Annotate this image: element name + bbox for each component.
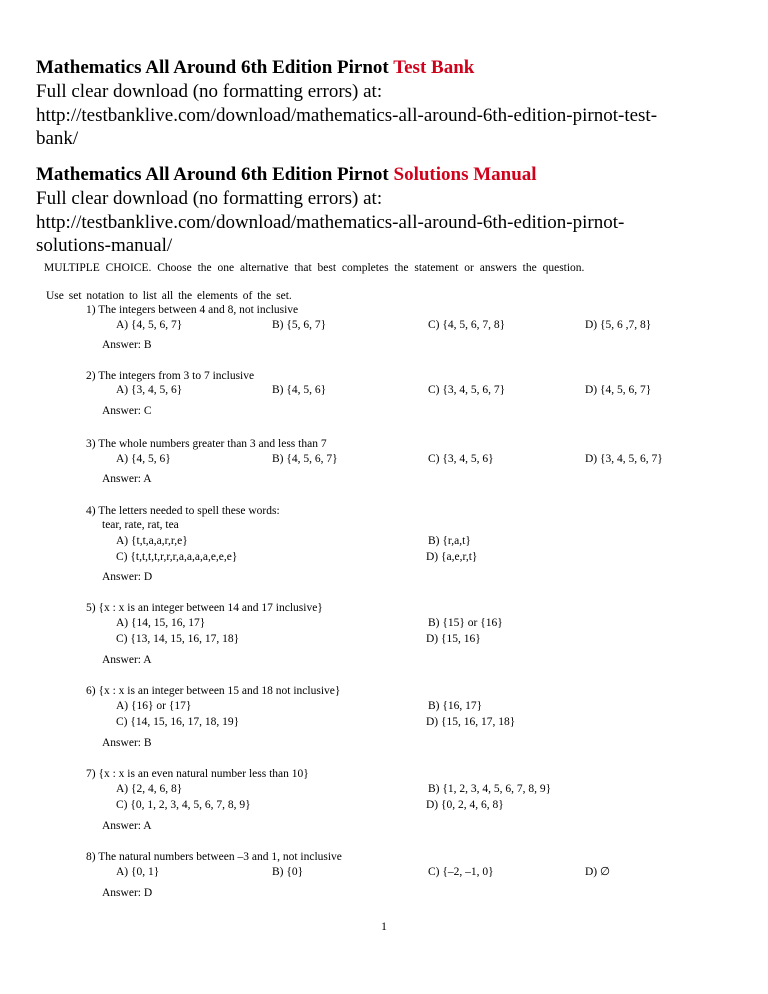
choice-b: B) {4, 5, 6}: [272, 384, 327, 396]
question-stem: 5) {x : x is an integer between 14 and 17 inclusive}: [86, 602, 323, 614]
choice-b: B) {r,a,t}: [428, 535, 471, 547]
choice-d: D) ∅: [585, 866, 611, 878]
question-stem-continued: tear, rate, rat, tea: [102, 519, 179, 531]
choice-a: A) {t,t,a,a,r,r,e}: [116, 535, 188, 547]
choice-c: C) {14, 15, 16, 17, 18, 19}: [116, 716, 240, 728]
choice-d: D) {a,e,r,t}: [426, 551, 478, 563]
answer: Answer: A: [102, 473, 152, 485]
choice-d: D) {0, 2, 4, 6, 8}: [426, 799, 504, 811]
solutions-manual-label: Solutions Manual: [393, 164, 537, 185]
answer: Answer: B: [102, 737, 152, 749]
choice-b: B) {5, 6, 7}: [272, 319, 327, 331]
download-link-1[interactable]: [36, 104, 736, 150]
choice-d: D) {4, 5, 6, 7}: [585, 384, 652, 396]
book-title: Mathematics All Around 6th Edition Pirnot: [36, 57, 389, 78]
test-bank-label: Test Bank: [393, 57, 475, 78]
question-stem: 7) {x : x is an even natural number less than 10}: [86, 768, 309, 780]
download-link-1-line1[interactable]: http://testbanklive.com/download/mathematics-all-around-6th-edition-pirnot-test-: [36, 105, 658, 126]
download-link-1-line2[interactable]: bank/: [36, 128, 79, 149]
choice-b: B) {1, 2, 3, 4, 5, 6, 7, 8, 9}: [428, 783, 552, 795]
choice-c: C) {3, 4, 5, 6}: [428, 453, 494, 465]
choice-c: C) {t,t,t,t,r,r,r,a,a,a,a,e,e,e}: [116, 551, 238, 563]
section-intro: Use set notation to list all the elements of the set.: [46, 290, 292, 302]
question-stem: 3) The whole numbers greater than 3 and less than 7: [86, 438, 327, 450]
question-stem: 8) The natural numbers between –3 and 1, not inclusive: [86, 851, 342, 863]
choice-c: C) {–2, –1, 0}: [428, 866, 494, 878]
instructions: MULTIPLE CHOICE. Choose the one alternative that best completes the statement or answers the question.: [44, 262, 585, 274]
choice-c: C) {13, 14, 15, 16, 17, 18}: [116, 633, 240, 645]
download-note-1: Full clear download (no formatting errors) at:: [36, 81, 383, 102]
answer: Answer: D: [102, 887, 153, 899]
choice-c: C) {3, 4, 5, 6, 7}: [428, 384, 506, 396]
choice-a: A) {4, 5, 6, 7}: [116, 319, 183, 331]
question-stem: 6) {x : x is an integer between 15 and 18 not inclusive}: [86, 685, 341, 697]
header-title-2: [36, 163, 736, 186]
header-title-1: [36, 56, 736, 79]
choice-a: A) {16} or {17}: [116, 700, 192, 712]
choice-c: C) {4, 5, 6, 7, 8}: [428, 319, 506, 331]
question-stem: 2) The integers from 3 to 7 inclusive: [86, 370, 255, 382]
answer: Answer: D: [102, 571, 153, 583]
choice-b: B) {0}: [272, 866, 304, 878]
choice-a: A) {14, 15, 16, 17}: [116, 617, 206, 629]
download-note-2: Full clear download (no formatting errors) at:: [36, 188, 383, 209]
page-number: 1: [381, 921, 387, 933]
book-title: Mathematics All Around 6th Edition Pirnot: [36, 164, 389, 185]
question-stem: 1) The integers between 4 and 8, not inclusive: [86, 304, 299, 316]
download-link-2[interactable]: [36, 211, 736, 257]
question-stem: 4) The letters needed to spell these words:: [86, 505, 280, 517]
choice-a: A) {3, 4, 5, 6}: [116, 384, 183, 396]
download-link-2-line1[interactable]: http://testbanklive.com/download/mathematics-all-around-6th-edition-pirnot-: [36, 212, 625, 233]
choice-d: D) {3, 4, 5, 6, 7}: [585, 453, 663, 465]
choice-d: D) {15, 16}: [426, 633, 481, 645]
choice-b: B) {15} or {16}: [428, 617, 503, 629]
download-link-2-line2[interactable]: solutions-manual/: [36, 235, 173, 256]
choice-d: D) {5, 6 ,7, 8}: [585, 319, 652, 331]
choice-a: A) {4, 5, 6}: [116, 453, 171, 465]
choice-c: C) {0, 1, 2, 3, 4, 5, 6, 7, 8, 9}: [116, 799, 251, 811]
answer: Answer: C: [102, 405, 152, 417]
choice-a: A) {2, 4, 6, 8}: [116, 783, 183, 795]
answer: Answer: A: [102, 654, 152, 666]
choice-b: B) {16, 17}: [428, 700, 483, 712]
answer: Answer: A: [102, 820, 152, 832]
choice-d: D) {15, 16, 17, 18}: [426, 716, 516, 728]
answer: Answer: B: [102, 339, 152, 351]
choice-a: A) {0, 1}: [116, 866, 160, 878]
choice-b: B) {4, 5, 6, 7}: [272, 453, 338, 465]
